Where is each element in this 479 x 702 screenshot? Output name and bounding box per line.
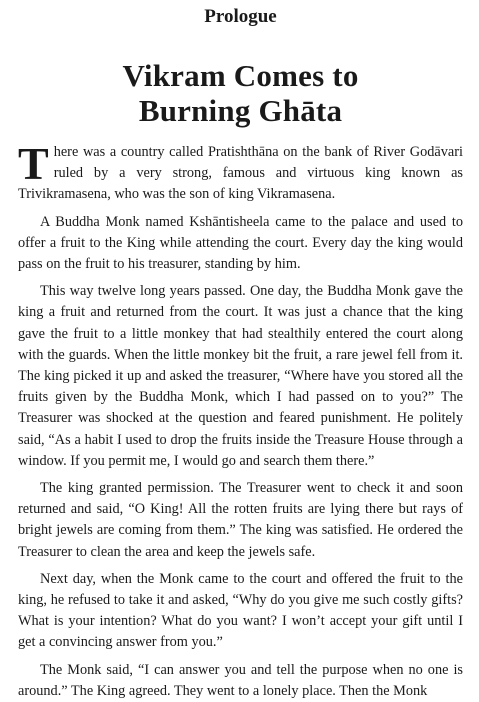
paragraph-6: The Monk said, “I can answer you and tell the purpose when no one is around.” The King agreed. They went to a lonely place. Then the Monk — [18, 661, 463, 699]
chapter-title-line-2: Burning Ghāta — [138, 93, 343, 128]
paragraph-1 — [18, 138, 463, 206]
paragraph-5: Next day, when the Monk came to the court and offered the fruit to the king, he refused to take it and asked, “Why do you give me such costly gifts? What is your intention? What do you want? I won’t accept your gift until I get a convincing answer from you.” — [18, 570, 463, 651]
chapter-body — [18, 138, 463, 702]
section-heading: Prologue — [204, 6, 277, 27]
chapter-title — [18, 58, 463, 128]
paragraph-4: The king granted permission. The Treasurer went to check it and soon returned and said, “O King! All the rotten fruits are lying there but rays of bright jewels are coming from them.” The king was satisfied. He ordered the Treasurer to clean the area and keep the jewels safe. — [18, 480, 463, 560]
drop-cap: T — [18, 138, 49, 189]
paragraph-2: A Buddha Monk named Kshāntisheela came to the palace and used to offer a fruit to the King while attending the court. Every day the king would pass on the fruit to his treasurer, standing by him. — [18, 213, 463, 273]
paragraph-3: This way twelve long years passed. One day, the Buddha Monk gave the king a fruit and returned from the court. It was just a chance that the king gave the fruit to a little monkey that had stealthily entered the court along with the guards. When the little monkey bit the fruit, a rare jewel fell from it. The king picked it up and asked the treasurer, “Where have you stored all the fruits given by the Buddha Monk, which I had passed on to you?” The Treasurer was shocked at the question and feared punishment. He politely said, “As a habit I used to drop the fruits inside the Treasure House through a window. If you permit me, I would go and search them there.” — [18, 283, 463, 469]
paragraph-1-text: here was a country called Pratishthāna on the bank of River Godāvari ruled by a very strong, famous and virtuous king known as Trivikramasena, who was the son of king Vikramasena. — [18, 144, 463, 203]
chapter-title-line-1: Vikram Comes to — [122, 58, 359, 93]
